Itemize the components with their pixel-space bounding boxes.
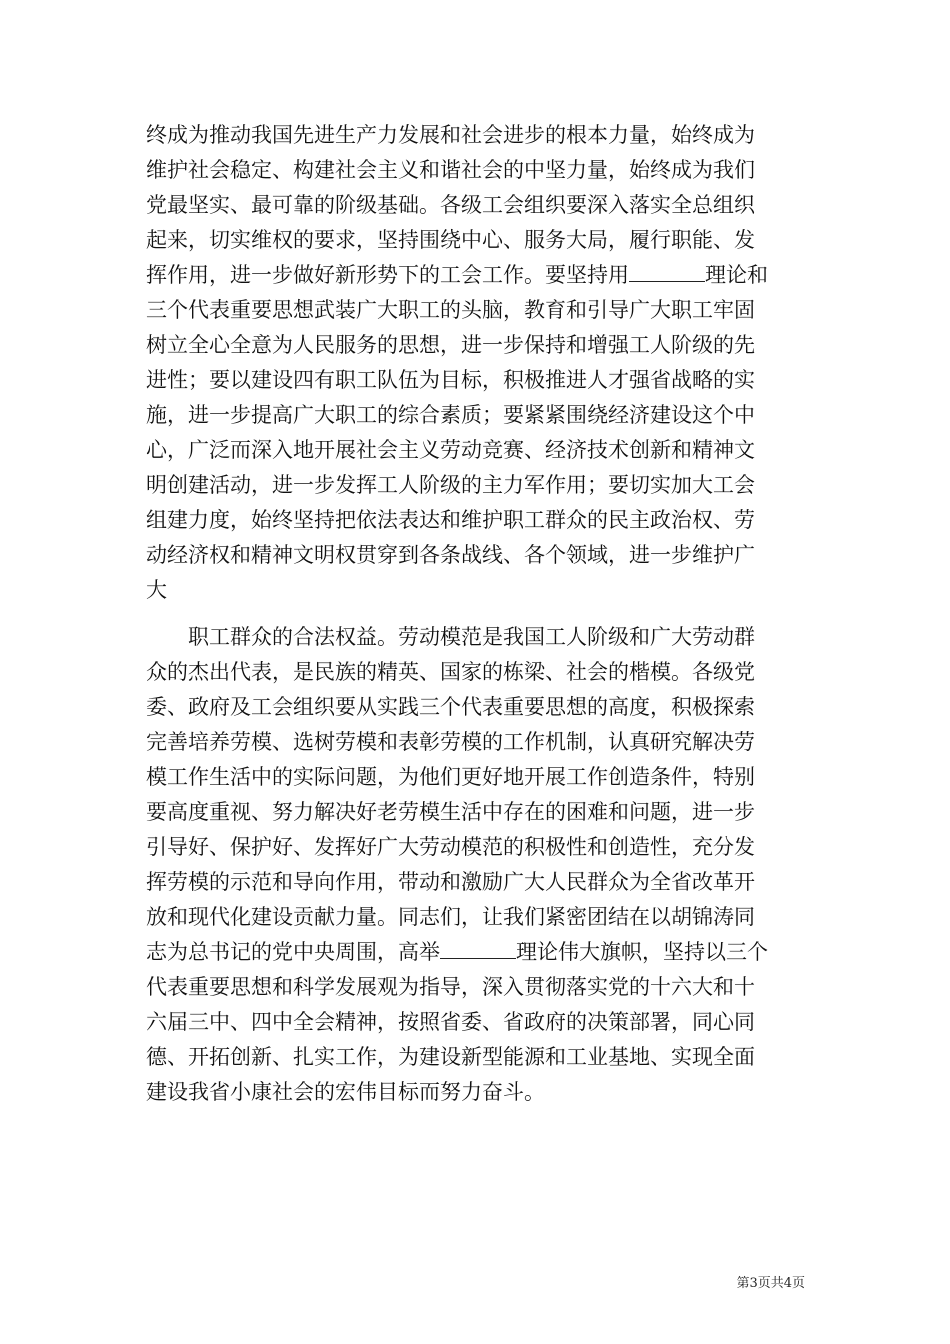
text-segment: 挥作用，进一步做好新形势下的工会工作。要坚持用 xyxy=(146,263,629,287)
text-line: 要高度重视、努力解决好老劳模生活中存在的困难和问题，进一步 xyxy=(146,800,755,824)
text-segment: 理论伟大旗帜，坚持以三个 xyxy=(516,940,768,964)
text-line xyxy=(146,935,812,970)
text-line: 放和现代化建设贡献力量。同志们，让我们紧密团结在以胡锦涛同 xyxy=(146,905,755,929)
text-line: 完善培养劳模、选树劳模和表彰劳模的工作机制，认真研究解决劳 xyxy=(146,730,755,754)
page-footer: 第3页共4页 xyxy=(736,1276,805,1291)
text-line: 动经济权和精神文明权贯穿到各条战线、各个领域，进一步维护广 xyxy=(146,543,755,567)
text-line: 进性；要以建设四有职工队伍为目标，积极推进人才强省战略的实 xyxy=(146,368,755,392)
text-line: 党最坚实、最可靠的阶级基础。各级工会组织要深入落实全总组织 xyxy=(146,193,755,217)
text-line: 建设我省小康社会的宏伟目标而努力奋斗。 xyxy=(146,1080,545,1104)
text-line xyxy=(146,258,812,293)
text-line: 代表重要思想和科学发展观为指导，深入贯彻落实党的十六大和十 xyxy=(146,975,755,999)
text-line: 明创建活动，进一步发挥工人阶级的主力军作用；要切实加大工会 xyxy=(146,473,755,497)
text-segment: 志为总书记的党中央周围，高举 xyxy=(146,940,440,964)
fill-in-blank xyxy=(440,940,516,959)
text-line: 六届三中、四中全会精神，按照省委、省政府的决策部署，同心同 xyxy=(146,1010,755,1034)
text-segment: 理论和 xyxy=(705,263,768,287)
text-line: 引导好、保护好、发挥好广大劳动模范的积极性和创造性，充分发 xyxy=(146,835,755,859)
text-line: 心，广泛而深入地开展社会主义劳动竞赛、经济技术创新和精神文 xyxy=(146,438,755,462)
text-line: 施，进一步提高广大职工的综合素质；要紧紧围绕经济建设这个中 xyxy=(146,403,755,427)
text-line: 起来，切实维权的要求，坚持围绕中心、服务大局，履行职能、发 xyxy=(146,228,755,252)
text-line: 终成为推动我国先进生产力发展和社会进步的根本力量，始终成为 xyxy=(146,123,755,147)
text-line: 三个代表重要思想武装广大职工的头脑，教育和引导广大职工牢固 xyxy=(146,298,755,322)
text-line: 维护社会稳定、构建社会主义和谐社会的中坚力量，始终成为我们 xyxy=(146,158,755,182)
text-line: 职工群众的合法权益。劳动模范是我国工人阶级和广大劳动群 xyxy=(188,625,755,649)
text-line: 众的杰出代表，是民族的精英、国家的栋梁、社会的楷模。各级党 xyxy=(146,660,755,684)
text-line: 德、开拓创新、扎实工作，为建设新型能源和工业基地、实现全面 xyxy=(146,1045,755,1069)
text-line: 大 xyxy=(146,578,167,602)
text-line: 树立全心全意为人民服务的思想，进一步保持和增强工人阶级的先 xyxy=(146,333,755,357)
body-text xyxy=(146,118,812,1110)
text-line: 模工作生活中的实际问题，为他们更好地开展工作创造条件，特别 xyxy=(146,765,755,789)
text-line: 组建力度，始终坚持把依法表达和维护职工群众的民主政治权、劳 xyxy=(146,508,755,532)
text-line: 挥劳模的示范和导向作用，带动和激励广大人民群众为全省改革开 xyxy=(146,870,755,894)
fill-in-blank xyxy=(629,263,705,282)
text-line: 委、政府及工会组织要从实践三个代表重要思想的高度，积极探索 xyxy=(146,695,755,719)
